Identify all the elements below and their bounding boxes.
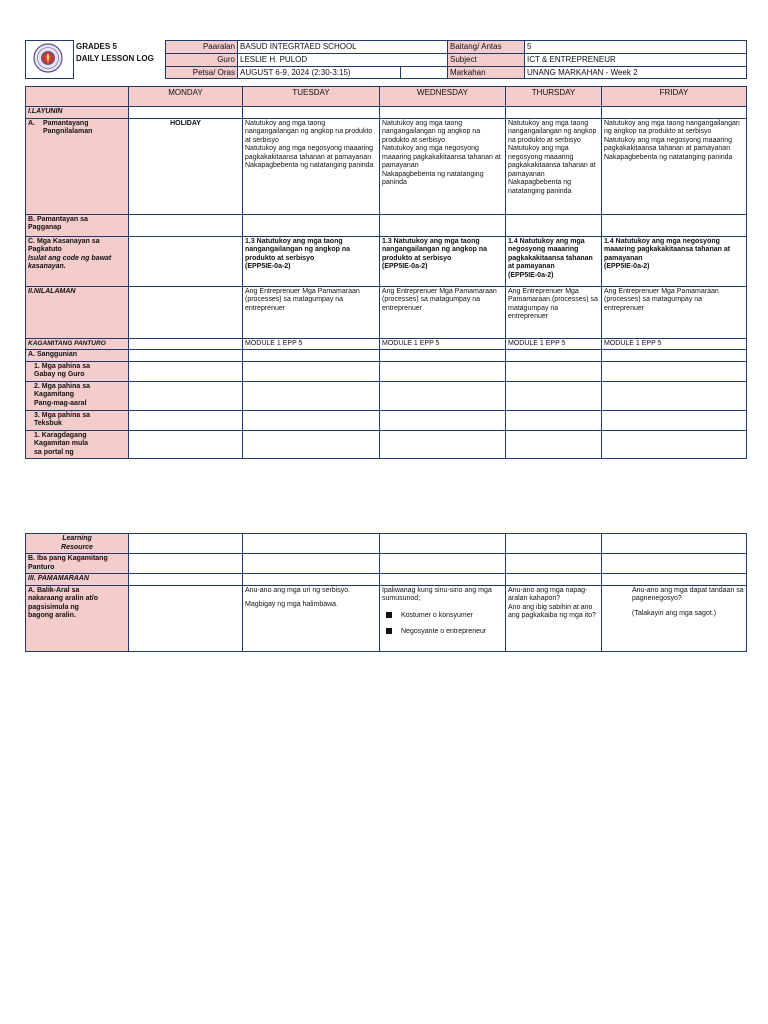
square-bullet-icon [386,628,392,634]
grade-label: GRADES 5 [76,41,117,51]
logo-cell [26,41,74,79]
markahan-value: UNANG MARKAHAN - Week 2 [525,66,747,79]
module-wednesday: MODULE 1 EPP 5 [380,338,506,350]
bullet-text: Negosyante o entrepreneur [401,628,487,636]
module-tuesday: MODULE 1 EPP 5 [243,338,380,350]
day-header: TUESDAY [243,87,380,107]
nl-friday: Ang Entreprenuer Mga Pamamaraan (processes) sa matagumpay na entreprenuer [602,286,747,338]
paaralan-value: BASUD INTEGRTAED SCHOOL [238,41,448,54]
paaralan-label: Paaralan [166,41,238,54]
kasanayan-note: Isulat ang code ng bawat kasanayan. [28,254,112,271]
ba-tuesday-line2: Magbigay ng mga halimbawa. [245,601,338,609]
petsa-value: AUGUST 6-9, 2024 (2:30-3:15) [238,66,401,79]
nl-thursday: Ang Entreprenuer Mga Pamamaraan (processes) sa matagumpay na entreprenuer [506,286,602,338]
lesson-log-table [25,86,747,459]
karagdagang-label: 1. Karagdagang Kagamitan mula sa portal ng [26,430,129,459]
nl-tuesday: Ang Entreprenuer Mga Pamamaraan (processes) sa matagumpay na entreprenuer [243,286,380,338]
day-header: MONDAY [129,87,243,107]
nilalaman-heading: II.NILALAMAN [26,286,129,338]
pp-tuesday: Natutukoy ang mga taong nangangailangan ng angkop na produkto at serbisyo Natutukoy ang mga negosyong maaaring pagkakakitaansa tahanan at pamayanan Nakapagbebenta ng natatanging paninda [243,118,380,214]
pp-wednesday: Natutukoy ang mga taong nangangailangan ng angkop na produkto at serbisyo Natutukoy ang mga negosyong maaaring pagkakakitaansa tahanan at pamayanan Nakapagbebenta ng natatanging paninda [380,118,506,214]
deped-seal-icon [30,43,66,73]
ba-thursday: Anu-ano ang mga napag-aralan kahapon? Ano ang ibig sabihin at ano ang pagkakaiba ng mga ito? [506,585,602,651]
corner-cell [26,87,129,107]
module-thursday: MODULE 1 EPP 5 [506,338,602,350]
mk-friday: 1.4 Natutukoy ang mga negosyong maaaring pagkakakitaansa tahanan at pamayanan (EPP5IE-0a-2) [602,236,747,286]
ba-wednesday-line1: Ipaliwanag kung sinu-sino ang mga sumusunod; [382,586,492,603]
monday-holiday: HOLIDAY [129,118,243,214]
label-text: Pamantayang Pangnilalaman [42,119,93,136]
blank-cell [401,66,448,79]
ba-friday [602,585,747,651]
guro-value: LESLIE H. PULOD [238,53,448,66]
item-letter: A. [28,119,35,127]
ba-friday-line1: Anu-ano ang mga dapat tandaan sa pagnenegosyo? [632,586,744,603]
guro-label: Guro [166,53,238,66]
kasanayan-label [26,236,129,286]
square-bullet-icon [386,612,392,618]
subject-value: ICT & ENTREPRENEUR [525,53,747,66]
nl-wednesday: Ang Entreprenuer Mga Pamamaraan (processes) sa matagumpay na entreprenuer [380,286,506,338]
baitang-value: 5 [525,41,747,54]
kasanayan-title: C. Mga Kasanayan sa Pagkatuto [28,237,100,254]
mk-thursday: 1.4 Natutukoy ang mga negosyong maaaring pagkakakitaansa tahanan at pamayanan (EPP5IE-0a-2) [506,236,602,286]
layunin-heading: I.LAYUNIN [26,107,129,119]
gabay-guro-label: 1. Mga pahina sa Gabay ng Guro [26,361,129,381]
module-friday: MODULE 1 EPP 5 [602,338,747,350]
day-header: THURSDAY [506,87,602,107]
subject-label: Subject [448,53,525,66]
ba-wednesday [380,585,506,651]
markahan-label: Markahan [448,66,525,79]
blank-cell [74,66,166,79]
learning-resource-label: Learning Resource [26,534,129,554]
day-header: FRIDAY [602,87,747,107]
teksbuk-label: 3. Mga pahina sa Teksbuk [26,410,129,430]
ba-tuesday [243,585,380,651]
pamantayan-pagganap-label: B. Pamantayan sa Pagganap [26,214,129,236]
baitang-label: Baitang/ Antas [448,41,525,54]
header-table [25,40,747,79]
log-title: DAILY LESSON LOG [76,54,154,64]
pp-thursday: Natutukoy ang mga taong nangangailangan ng angkop na produkto at serbisyo Natutukoy ang mga negosyong maaaring pagkakakitaansa tahanan at pamayanan Nakapagbebenta ng natatanging paninda [506,118,602,214]
petsa-label: Petsa/ Oras [166,66,238,79]
kagamitang-heading: KAGAMITANG PANTURO [26,338,129,350]
pamantayang-pangnilalaman-label [26,118,129,214]
mk-wednesday: 1.3 Natutukoy ang mga taong nangangailangan ng angkop na produkto at serbisyo (EPP5IE-0a-2) [380,236,506,286]
iba-pang-kagamitang-label: B. Iba pang Kagamitang Panturo [26,554,129,574]
mk-tuesday: 1.3 Natutukoy ang mga taong nangangailangan ng angkop na produkto at serbisyo (EPP5IE-0a-2) [243,236,380,286]
kagamitang-pahina-label: 2. Mga pahina sa Kagamitang Pang-mag-aaral [26,381,129,410]
bullet-text: Kostumer o konsyumer [401,611,473,619]
lesson-log-table-continued [25,533,747,652]
bullet-item [382,612,503,621]
pp-friday: Natutukoy ang mga taong nangangailangan ng angkop na produkto at serbisyo Natutukoy ang mga negosyong maaaring pagkakakitaansa tahanan at pamayanan Nakapagbebenta ng natatanging paninda [602,118,747,214]
ba-tuesday-line1: Anu-ano ang mga uri ng serbisyo. [245,586,351,594]
sanggunian-label: A. Sanggunian [26,350,129,362]
bullet-item [382,628,503,637]
day-header: WEDNESDAY [380,87,506,107]
ba-friday-line2: (Talakayin ang mga sagot.) [632,609,717,617]
pamamaraan-heading: III. PAMAMARAAN [26,574,129,586]
balik-aral-label: A. Balik-Aral sa nakaraang aralin at/o pagsisimula ng bagong aralin. [26,585,129,651]
